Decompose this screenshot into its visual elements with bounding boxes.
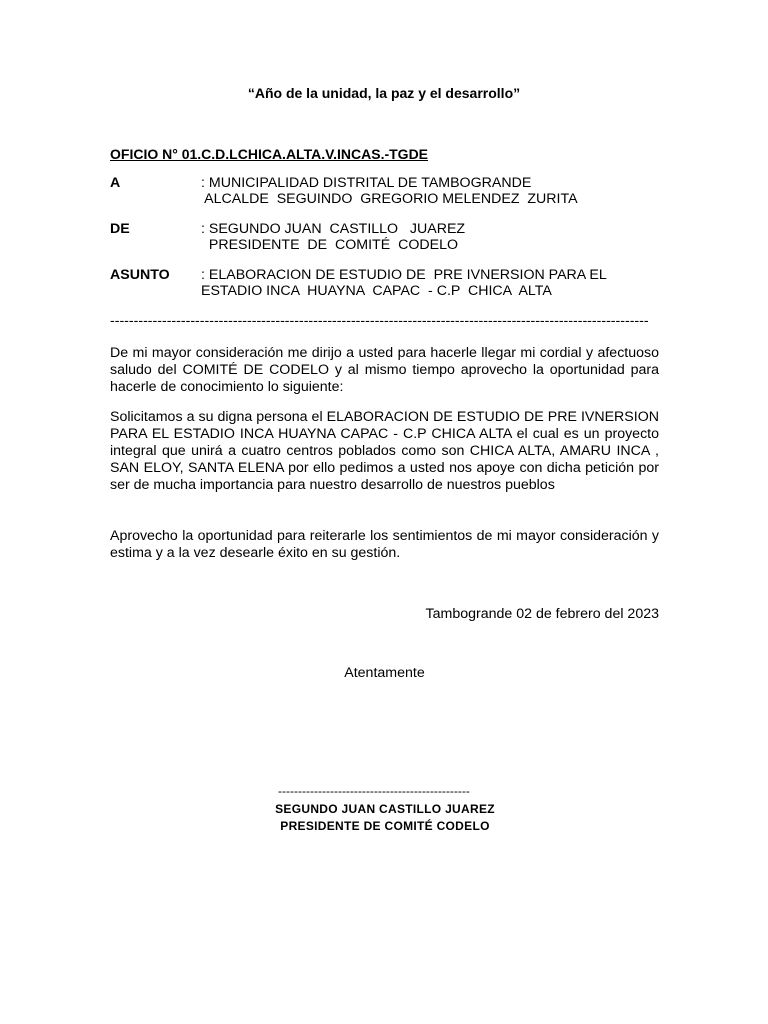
sender-line-2: PRESIDENTE DE COMITÉ CODELO (201, 237, 458, 253)
recipient-label: A (110, 175, 121, 191)
signatory-name: SEGUNDO JUAN CASTILLO JUAREZ (275, 802, 495, 816)
signatory-title: PRESIDENTE DE COMITÉ CODELO (280, 819, 490, 833)
separator-line: ------------------------------------------------------------------------------------------------------------------ (110, 313, 649, 329)
body-paragraph-3: Aprovecho la oportunidad para reiterarle los sentimientos de mi mayor consideración y estima y a la vez desearle éxito en su gestión. (110, 528, 659, 561)
recipient-line-2: ALCALDE SEGUINDO GREGORIO MELENDEZ ZURITA (201, 191, 578, 207)
document-motto: “Año de la unidad, la paz y el desarrollo” (247, 85, 521, 101)
body-paragraph-1: De mi mayor consideración me dirijo a usted para hacerle llegar mi cordial y afectuoso saludo del COMITÉ DE CODELO y al mismo tiempo aprovecho la oportunidad para hacerle de conocimiento lo siguiente: (110, 345, 659, 395)
subject-line-2: ESTADIO INCA HUAYNA CAPAC - C.P CHICA ALTA (201, 283, 552, 299)
closing-salutation: Atentamente (344, 665, 425, 681)
recipient-line-1: : MUNICIPALIDAD DISTRITAL DE TAMBOGRANDE (201, 175, 532, 191)
subject-line-1: : ELABORACION DE ESTUDIO DE PRE IVNERSION PARA EL (201, 267, 607, 283)
signature-line: ------------------------------------------------ (278, 784, 470, 798)
letter-date: Tambogrande 02 de febrero del 2023 (425, 606, 659, 622)
sender-label: DE (110, 221, 130, 237)
sender-line-1: : SEGUNDO JUAN CASTILLO JUAREZ (201, 221, 466, 237)
body-paragraph-2: Solicitamos a su digna persona el ELABORACION DE ESTUDIO DE PRE IVNERSION PARA EL ESTADIO INCA HUAYNA CAPAC - C.P CHICA ALTA el cual es un proyecto integral que unirá a cuatro centros poblados como son CHICA ALTA, AMARU INCA , SAN ELOY, SANTA ELENA por ello pedimos a usted nos apoye con dicha petición por ser de mucha importancia para nuestro desarrollo de nuestros pueblos (110, 409, 659, 493)
oficio-number: OFICIO N° 01.C.D.LCHICA.ALTA.V.INCAS.-TGDE (110, 146, 429, 162)
subject-label: ASUNTO (110, 267, 170, 283)
